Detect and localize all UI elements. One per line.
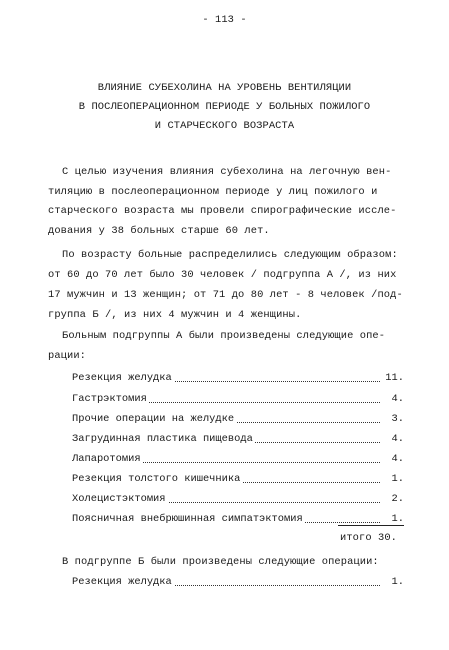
list-item: Гастрэктомия 4. bbox=[72, 393, 404, 405]
group-a-total: итого 30. bbox=[340, 532, 398, 544]
group-b-intro: В подгруппе Б были произведены следующие операции: bbox=[62, 556, 379, 568]
title-line-1: ВЛИЯНИЕ СУБЕХОЛИНА НА УРОВЕНЬ ВЕНТИЛЯЦИИ bbox=[97, 82, 352, 94]
list-item: Резекция толстого кишечника 1. bbox=[72, 473, 404, 485]
paragraph-1-line-3: старческого возраста мы провели спирографические иссле- bbox=[48, 205, 397, 217]
paragraph-1-line-4: дования у 38 больных старше 60 лет. bbox=[48, 225, 270, 237]
list-item: Резекция желудка 11. bbox=[72, 372, 404, 384]
page-number: - 113 - bbox=[202, 14, 247, 26]
list-item: Холецистэктомия 2. bbox=[72, 493, 404, 505]
paragraph-2-line-1: По возрасту больные распределились следующим образом: bbox=[62, 249, 398, 261]
list-item: Загрудинная пластика пищевода 4. bbox=[72, 433, 404, 445]
paragraph-2-line-2: от 60 до 70 лет было 30 человек / подгруппа А /, из них bbox=[48, 269, 397, 281]
group-a-intro-line-1: Больным подгруппы А были произведены следующие опе- bbox=[62, 330, 386, 342]
paragraph-2-line-3: 17 мужчин и 13 женщин; от 71 до 80 лет - 8 человек /под- bbox=[48, 289, 403, 301]
paragraph-1-line-2: тиляцию в послеоперационном периоде у лиц пожилого и bbox=[48, 186, 378, 198]
list-item: Резекция желудка 1. bbox=[72, 576, 404, 588]
title-line-2: В ПОСЛЕОПЕРАЦИОННОМ ПЕРИОДЕ У БОЛЬНЫХ ПОЖИЛОГО bbox=[78, 101, 371, 113]
title-line-3: И СТАРЧЕСКОГО ВОЗРАСТА bbox=[154, 120, 295, 132]
paragraph-2-line-4: группа Б /, из них 4 мужчин и 4 женщины. bbox=[48, 309, 302, 321]
list-item: Прочие операции на желудке 3. bbox=[72, 413, 404, 425]
list-item: Поясничная внебрюшинная симпатэктомия 1. bbox=[72, 513, 404, 525]
paragraph-1-line-1: С целью изучения влияния субехолина на легочную вен- bbox=[62, 166, 392, 178]
total-rule bbox=[338, 525, 404, 526]
list-item: Лапаротомия 4. bbox=[72, 453, 404, 465]
group-a-intro-line-2: рации: bbox=[48, 350, 87, 362]
